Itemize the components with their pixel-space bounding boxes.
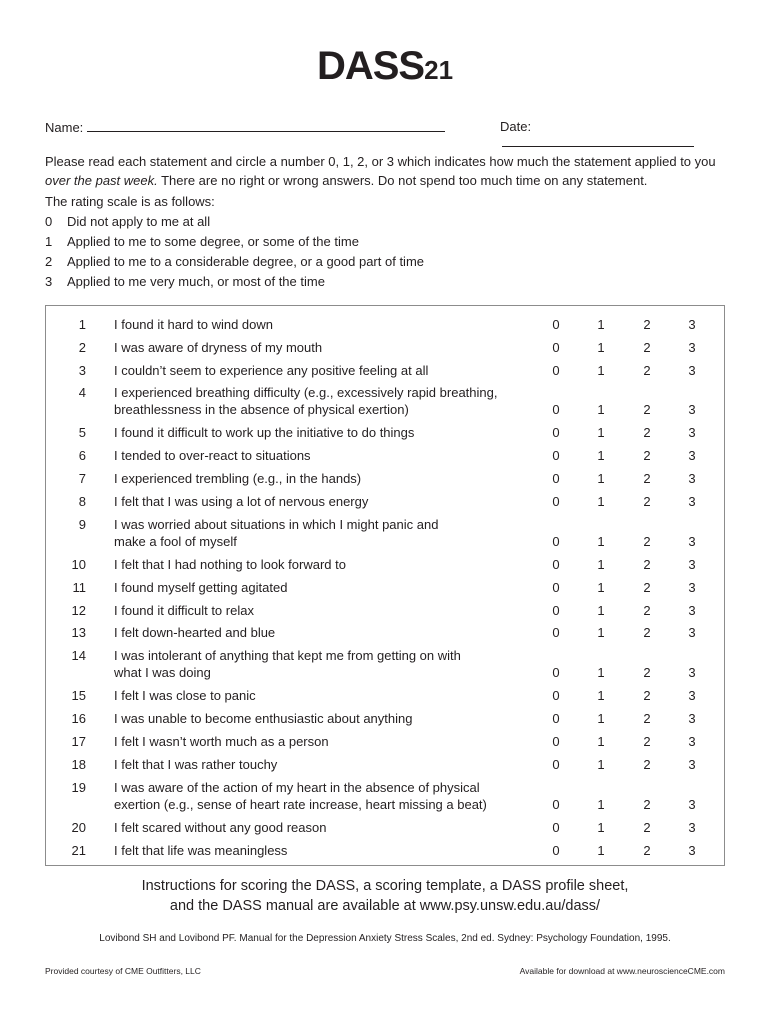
item-number: 11	[72, 580, 86, 595]
item-number: 4	[78, 385, 86, 400]
rating-option-1[interactable]: 1	[597, 557, 605, 572]
item-statement-line-1: I felt that I had nothing to look forward to	[114, 557, 346, 572]
item-statement-line-1: I was aware of the action of my heart in the absence of physical	[114, 780, 480, 795]
rating-level: 2 Applied to me to a considerable degree, or a good part of time	[45, 254, 424, 269]
title-main: DASS	[316, 44, 425, 88]
item-statement	[114, 424, 504, 441]
table-row	[46, 842, 724, 859]
item-statement-line-1: I felt down-hearted and blue	[114, 625, 276, 640]
rating-option-2[interactable]: 2	[643, 363, 651, 378]
item-statement-line-1: I was worried about situations in which I might panic and	[114, 517, 439, 532]
rating-option-3[interactable]: 3	[688, 688, 696, 703]
rating-option-0[interactable]: 0	[552, 340, 560, 355]
item-statement-line-1: I was aware of dryness of my mouth	[114, 340, 323, 355]
rating-option-3[interactable]: 3	[688, 471, 696, 486]
table-row	[46, 779, 724, 813]
rating-option-1[interactable]: 1	[597, 534, 605, 549]
rating-option-1[interactable]: 1	[597, 494, 605, 509]
item-statement-line-2: breathlessness in the absence of physical exertion)	[114, 402, 409, 417]
rating-option-3[interactable]: 3	[688, 711, 696, 726]
rating-option-2[interactable]: 2	[643, 734, 651, 749]
item-number: 3	[78, 363, 86, 378]
rating-option-1[interactable]: 1	[597, 448, 605, 463]
rating-level: 3 Applied to me very much, or most of the time	[45, 274, 325, 289]
rating-option-3[interactable]: 3	[688, 448, 696, 463]
item-number: 13	[71, 625, 86, 640]
item-statement-line-1: I experienced trembling (e.g., in the hands)	[114, 471, 362, 486]
rating-option-0[interactable]: 0	[552, 843, 560, 858]
table-row	[46, 687, 724, 704]
rating-option-3[interactable]: 3	[688, 603, 696, 618]
item-statement	[114, 579, 504, 596]
rating-option-2[interactable]: 2	[643, 625, 651, 640]
rating-option-2[interactable]: 2	[643, 757, 651, 772]
rating-option-0[interactable]: 0	[552, 557, 560, 572]
rating-option-3[interactable]: 3	[688, 843, 696, 858]
item-statement	[114, 602, 504, 619]
name-field[interactable]	[87, 119, 445, 132]
page-title	[0, 44, 770, 89]
item-number: 5	[78, 425, 86, 440]
table-row	[46, 756, 724, 773]
table-row	[46, 424, 724, 441]
item-statement	[114, 710, 504, 727]
rating-option-3[interactable]: 3	[688, 580, 696, 595]
table-row	[46, 339, 724, 356]
rating-level: 1 Applied to me to some degree, or some of the time	[45, 234, 359, 249]
item-statement-line-1: I found myself getting agitated	[114, 580, 288, 595]
item-statement	[114, 447, 504, 464]
rating-option-0[interactable]: 0	[552, 425, 560, 440]
table-row	[46, 819, 724, 836]
table-row	[46, 470, 724, 487]
rating-option-1[interactable]: 1	[597, 797, 605, 812]
rating-option-1[interactable]: 1	[597, 603, 605, 618]
title-sub: 21	[424, 55, 454, 85]
item-statement-line-1: I found it hard to wind down	[114, 317, 273, 332]
item-statement-line-1: I found it difficult to work up the initiative to do things	[114, 425, 415, 440]
table-row	[46, 733, 724, 750]
instructions-paragraph	[45, 152, 735, 190]
item-statement-line-1: I experienced breathing difficulty (e.g., excessively rapid breathing,	[114, 385, 498, 400]
item-number: 17	[71, 734, 86, 749]
item-statement-line-1: I felt I was close to panic	[114, 688, 256, 703]
rating-option-0[interactable]: 0	[552, 711, 560, 726]
rating-option-2[interactable]: 2	[643, 448, 651, 463]
rating-option-3[interactable]: 3	[688, 557, 696, 572]
rating-option-0[interactable]: 0	[552, 494, 560, 509]
item-statement	[114, 647, 504, 681]
item-statement-line-1: I felt scared without any good reason	[114, 820, 327, 835]
scoring-instructions: Instructions for scoring the DASS, a scoring template, a DASS profile sheet, and the DASS manual are available at www.psy.unsw.edu.au/dass/	[141, 878, 629, 914]
table-row	[46, 647, 724, 681]
courtesy-note: Provided courtesy of CME Outfitters, LLC	[45, 966, 201, 976]
table-row	[46, 493, 724, 510]
rating-option-1[interactable]: 1	[597, 580, 605, 595]
rating-option-0[interactable]: 0	[552, 820, 560, 835]
rating-option-2[interactable]: 2	[643, 534, 651, 549]
item-number: 21	[71, 843, 86, 858]
date-label: Date:	[500, 119, 532, 134]
rating-option-2[interactable]: 2	[643, 843, 651, 858]
rating-option-1[interactable]: 1	[597, 665, 605, 680]
item-number: 20	[71, 820, 86, 835]
item-number: 1	[78, 317, 86, 332]
rating-option-3[interactable]: 3	[688, 625, 696, 640]
rating-level: 0 Did not apply to me at all	[45, 214, 211, 229]
item-number: 9	[78, 517, 86, 532]
item-statement	[114, 556, 504, 573]
item-statement	[114, 384, 504, 418]
rating-option-2[interactable]: 2	[643, 711, 651, 726]
instructions-line-1: Please read each statement and circle a number 0, 1, 2, or 3 which indicates how much the statement applied to you	[45, 154, 716, 169]
rating-option-1[interactable]: 1	[597, 425, 605, 440]
rating-option-3[interactable]: 3	[688, 757, 696, 772]
item-number: 10	[71, 557, 86, 572]
table-row	[46, 516, 724, 550]
table-row	[46, 710, 724, 727]
rating-option-2[interactable]: 2	[643, 688, 651, 703]
rating-option-0[interactable]: 0	[552, 317, 560, 332]
rating-scale-heading: The rating scale is as follows:	[45, 194, 215, 209]
rating-option-2[interactable]: 2	[643, 665, 651, 680]
rating-option-3[interactable]: 3	[688, 665, 696, 680]
item-number: 7	[78, 471, 86, 486]
item-number: 6	[78, 448, 86, 463]
date-group	[500, 119, 725, 150]
rating-option-0[interactable]: 0	[552, 625, 560, 640]
item-number: 19	[71, 780, 86, 795]
rating-option-0[interactable]: 0	[552, 471, 560, 486]
rating-option-2[interactable]: 2	[643, 471, 651, 486]
rating-option-2[interactable]: 2	[643, 557, 651, 572]
rating-option-0[interactable]: 0	[552, 734, 560, 749]
rating-option-1[interactable]: 1	[597, 757, 605, 772]
item-statement-line-1: I couldn’t seem to experience any positive feeling at all	[114, 363, 429, 378]
rating-option-3[interactable]: 3	[688, 425, 696, 440]
item-statement	[114, 779, 504, 813]
item-statement	[114, 733, 504, 750]
name-label: Name:	[45, 120, 84, 135]
item-number: 14	[71, 648, 86, 663]
item-statement	[114, 819, 504, 836]
item-number: 12	[71, 603, 86, 618]
table-row	[46, 384, 724, 418]
rating-option-3[interactable]: 3	[688, 402, 696, 417]
item-statement	[114, 339, 504, 356]
rating-option-1[interactable]: 1	[597, 625, 605, 640]
rating-option-2[interactable]: 2	[643, 820, 651, 835]
item-statement	[114, 516, 504, 550]
rating-option-1[interactable]: 1	[597, 340, 605, 355]
rating-option-0[interactable]: 0	[552, 797, 560, 812]
rating-option-0[interactable]: 0	[552, 757, 560, 772]
item-statement-line-2: make a fool of myself	[114, 534, 237, 549]
rating-option-1[interactable]: 1	[597, 820, 605, 835]
rating-option-0[interactable]: 0	[552, 580, 560, 595]
rating-option-1[interactable]: 1	[597, 688, 605, 703]
rating-option-1[interactable]: 1	[597, 843, 605, 858]
rating-option-0[interactable]: 0	[552, 363, 560, 378]
questionnaire-table	[45, 305, 725, 866]
rating-option-2[interactable]: 2	[643, 340, 651, 355]
item-statement-line-1: I felt that I was using a lot of nervous energy	[114, 494, 369, 509]
rating-option-3[interactable]: 3	[688, 734, 696, 749]
table-row	[46, 579, 724, 596]
rating-option-3[interactable]: 3	[688, 340, 696, 355]
instructions-line-2: There are no right or wrong answers. Do not spend too much time on any statement.	[157, 173, 648, 188]
item-number: 15	[71, 688, 86, 703]
rating-option-1[interactable]: 1	[597, 734, 605, 749]
rating-option-2[interactable]: 2	[643, 317, 651, 332]
item-statement-line-2: exertion (e.g., sense of heart rate increase, heart missing a beat)	[114, 797, 487, 812]
item-number: 8	[78, 494, 86, 509]
item-number: 16	[71, 711, 86, 726]
table-row	[46, 316, 724, 333]
rating-scale	[45, 192, 645, 292]
rating-option-2[interactable]: 2	[643, 494, 651, 509]
rating-option-0[interactable]: 0	[552, 603, 560, 618]
rating-option-1[interactable]: 1	[597, 402, 605, 417]
rating-option-2[interactable]: 2	[643, 580, 651, 595]
rating-option-2[interactable]: 2	[643, 425, 651, 440]
rating-option-2[interactable]: 2	[643, 402, 651, 417]
rating-option-3[interactable]: 3	[688, 494, 696, 509]
item-statement-line-1: I was intolerant of anything that kept me from getting on with	[114, 648, 461, 663]
table-row	[46, 602, 724, 619]
item-statement-line-1: I felt that I was rather touchy	[114, 757, 278, 772]
rating-option-3[interactable]: 3	[688, 797, 696, 812]
item-statement-line-1: I felt I wasn’t worth much as a person	[114, 734, 329, 749]
item-statement-line-1: I tended to over-react to situations	[114, 448, 311, 463]
item-statement	[114, 842, 504, 859]
rating-option-0[interactable]: 0	[552, 402, 560, 417]
instructions-emphasis: over the past week.	[45, 173, 158, 188]
item-statement-line-2: what I was doing	[114, 665, 211, 680]
table-row	[46, 624, 724, 641]
rating-option-1[interactable]: 1	[597, 363, 605, 378]
item-statement-line-1: I found it difficult to relax	[114, 603, 254, 618]
rating-option-2[interactable]: 2	[643, 797, 651, 812]
rating-option-2[interactable]: 2	[643, 603, 651, 618]
rating-option-3[interactable]: 3	[688, 820, 696, 835]
item-statement-line-1: I was unable to become enthusiastic about anything	[114, 711, 413, 726]
rating-option-0[interactable]: 0	[552, 688, 560, 703]
name-date-row	[45, 119, 725, 135]
rating-option-3[interactable]: 3	[688, 534, 696, 549]
table-row	[46, 362, 724, 379]
item-statement-line-1: I felt that life was meaningless	[114, 843, 288, 858]
rating-option-3[interactable]: 3	[688, 363, 696, 378]
item-number: 2	[78, 340, 86, 355]
rating-option-1[interactable]: 1	[597, 711, 605, 726]
date-field[interactable]	[502, 134, 694, 147]
item-statement	[114, 470, 504, 487]
item-statement	[114, 687, 504, 704]
rating-option-0[interactable]: 0	[552, 534, 560, 549]
rating-option-0[interactable]: 0	[552, 448, 560, 463]
rating-option-0[interactable]: 0	[552, 665, 560, 680]
table-row	[46, 556, 724, 573]
item-statement	[114, 493, 504, 510]
item-statement	[114, 756, 504, 773]
item-statement	[114, 624, 504, 641]
rating-option-1[interactable]: 1	[597, 317, 605, 332]
table-row	[46, 447, 724, 464]
rating-option-3[interactable]: 3	[688, 317, 696, 332]
item-number: 18	[71, 757, 86, 772]
download-note: Available for download at www.neuroscienceCME.com	[519, 966, 725, 976]
item-statement	[114, 316, 504, 333]
rating-option-1[interactable]: 1	[597, 471, 605, 486]
citation: Lovibond SH and Lovibond PF. Manual for the Depression Anxiety Stress Scales, 2nd ed. Sydney: Psychology Foundation, 1995.	[99, 933, 671, 944]
item-statement	[114, 362, 504, 379]
